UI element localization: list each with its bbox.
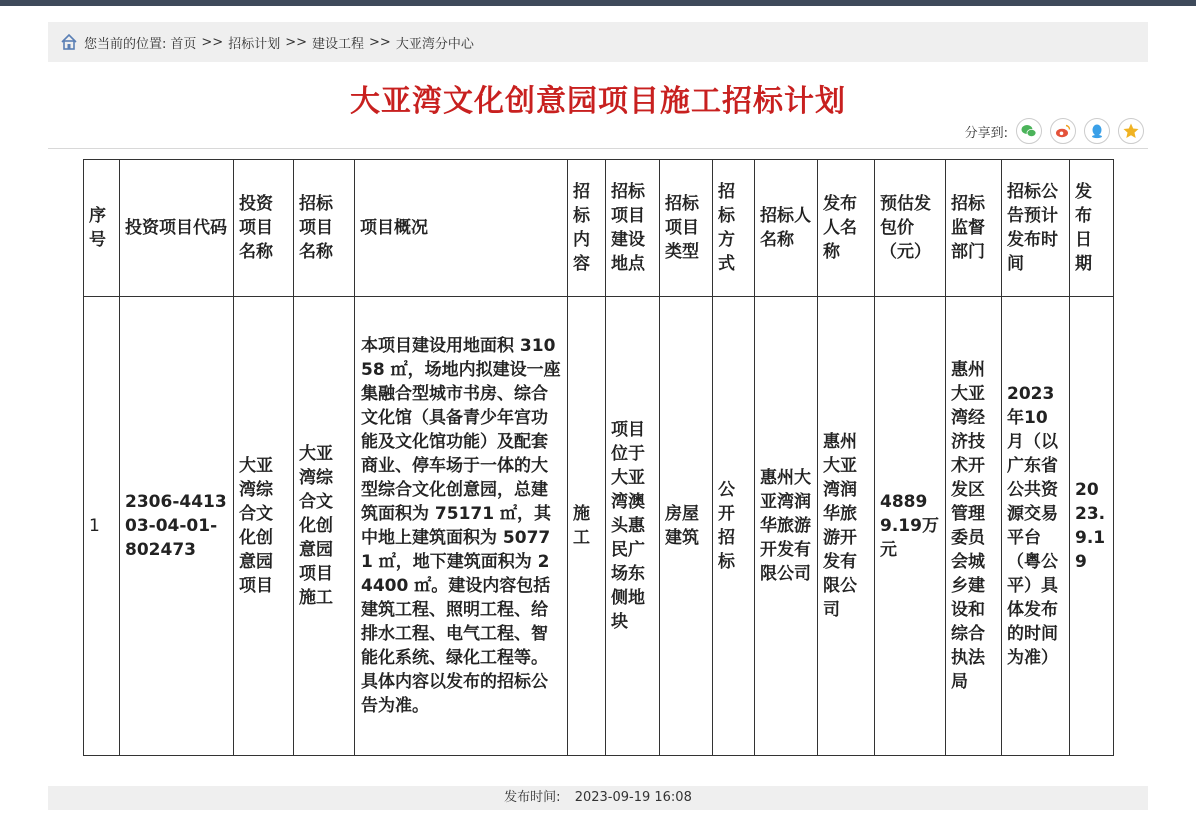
cell-content: 施工 xyxy=(568,297,606,756)
cell-overview: 本项目建设用地面积 31058 ㎡，场地内拟建设一座集融合型城市书房、综合文化馆（具备青少年宫功能及文化馆功能）及配套商业、停车场于一体的大型综合文化创意园，总建筑面积为 75171 ㎡，其中地上建筑面积为 50771 ㎡，地下建筑面积为 24400 ㎡。建设内容包括建筑工程、照明工程、给排水工程、电气工程、智能化系统、绿化工程等。具体内容以发布的招标公告为准。 xyxy=(355,297,568,756)
header-cell-project-code: 投资项目代码 xyxy=(120,160,234,297)
cell-price: 48899.19万元 xyxy=(875,297,946,756)
header-cell-tender-name: 招标项目名称 xyxy=(294,160,355,297)
qq-icon xyxy=(1088,122,1106,140)
table-row xyxy=(84,297,1114,756)
qzone-share-button[interactable] xyxy=(1118,118,1144,144)
tender-plan-table xyxy=(83,159,1114,756)
header-cell-method: 招标方式 xyxy=(713,160,755,297)
breadcrumb-separator: >> xyxy=(201,34,224,50)
breadcrumb-separator: >> xyxy=(369,34,391,50)
breadcrumb-item-tender-plan[interactable]: 招标计划 xyxy=(228,36,281,52)
header-cell-location: 招标项目建设地点 xyxy=(606,160,660,297)
cell-location: 项目位于大亚湾澳头惠民广场东侧地块 xyxy=(606,297,660,756)
cell-invest-name: 大亚湾综合文化创意园项目 xyxy=(234,297,294,756)
header-cell-price: 预估发包价（元） xyxy=(875,160,946,297)
cell-announce-time: 2023年10月（以广东省公共资源交易平台（粤公平）具体发布的时间为准） xyxy=(1002,297,1070,756)
weibo-icon xyxy=(1054,122,1072,140)
header-cell-type: 招标项目类型 xyxy=(660,160,713,297)
weibo-share-button[interactable] xyxy=(1050,118,1076,144)
star-icon xyxy=(1122,122,1140,140)
qq-share-button[interactable] xyxy=(1084,118,1110,144)
cell-publisher: 惠州大亚湾润华旅游开发有限公司 xyxy=(818,297,875,756)
header-cell-invest-name: 投资项目名称 xyxy=(234,160,294,297)
header-cell-content: 招标内容 xyxy=(568,160,606,297)
cell-no: 1 xyxy=(84,297,120,756)
publish-time-value: 2023-09-19 16:08 xyxy=(574,790,692,805)
breadcrumb-item-home[interactable]: 首页 xyxy=(170,36,197,52)
header-cell-tenderer: 招标人名称 xyxy=(755,160,818,297)
breadcrumb-prefix: 您当前的位置: xyxy=(84,36,167,52)
share-bar xyxy=(965,118,1144,144)
wechat-icon xyxy=(1020,122,1038,140)
header-cell-overview: 项目概况 xyxy=(355,160,568,297)
cell-tenderer: 惠州大亚湾润华旅游开发有限公司 xyxy=(755,297,818,756)
page-title: 大亚湾文化创意园项目施工招标计划 xyxy=(350,84,846,119)
divider xyxy=(48,148,1148,149)
cell-project-code: 2306-441303-04-01-802473 xyxy=(120,297,234,756)
header-cell-announce-time: 招标公告预计发布时间 xyxy=(1002,160,1070,297)
publish-time-label: 发布时间: xyxy=(504,790,561,805)
home-icon xyxy=(60,33,78,51)
wechat-share-button[interactable] xyxy=(1016,118,1042,144)
header-cell-publish-date: 发布日期 xyxy=(1070,160,1114,297)
breadcrumb xyxy=(48,22,1148,62)
breadcrumb-item-daya-bay-center[interactable]: 大亚湾分中心 xyxy=(395,36,474,52)
cell-supervisor: 惠州大亚湾经济技术开发区管理委员会城乡建设和综合执法局 xyxy=(946,297,1002,756)
cell-publish-date: 2023.9.19 xyxy=(1070,297,1114,756)
cell-tender-name: 大亚湾综合文化创意园项目施工 xyxy=(294,297,355,756)
share-label: 分享到: xyxy=(964,125,1008,141)
publish-time-bar xyxy=(48,786,1148,810)
breadcrumb-separator: >> xyxy=(285,34,308,50)
top-navigation-bar xyxy=(0,0,1196,6)
breadcrumb-item-construction[interactable]: 建设工程 xyxy=(312,36,365,52)
table-header-row xyxy=(84,160,1114,297)
header-cell-no: 序号 xyxy=(84,160,120,297)
header-cell-publisher: 发布人名称 xyxy=(818,160,875,297)
header-cell-supervisor: 招标监督部门 xyxy=(946,160,1002,297)
cell-method: 公开招标 xyxy=(713,297,755,756)
cell-type: 房屋建筑 xyxy=(660,297,713,756)
